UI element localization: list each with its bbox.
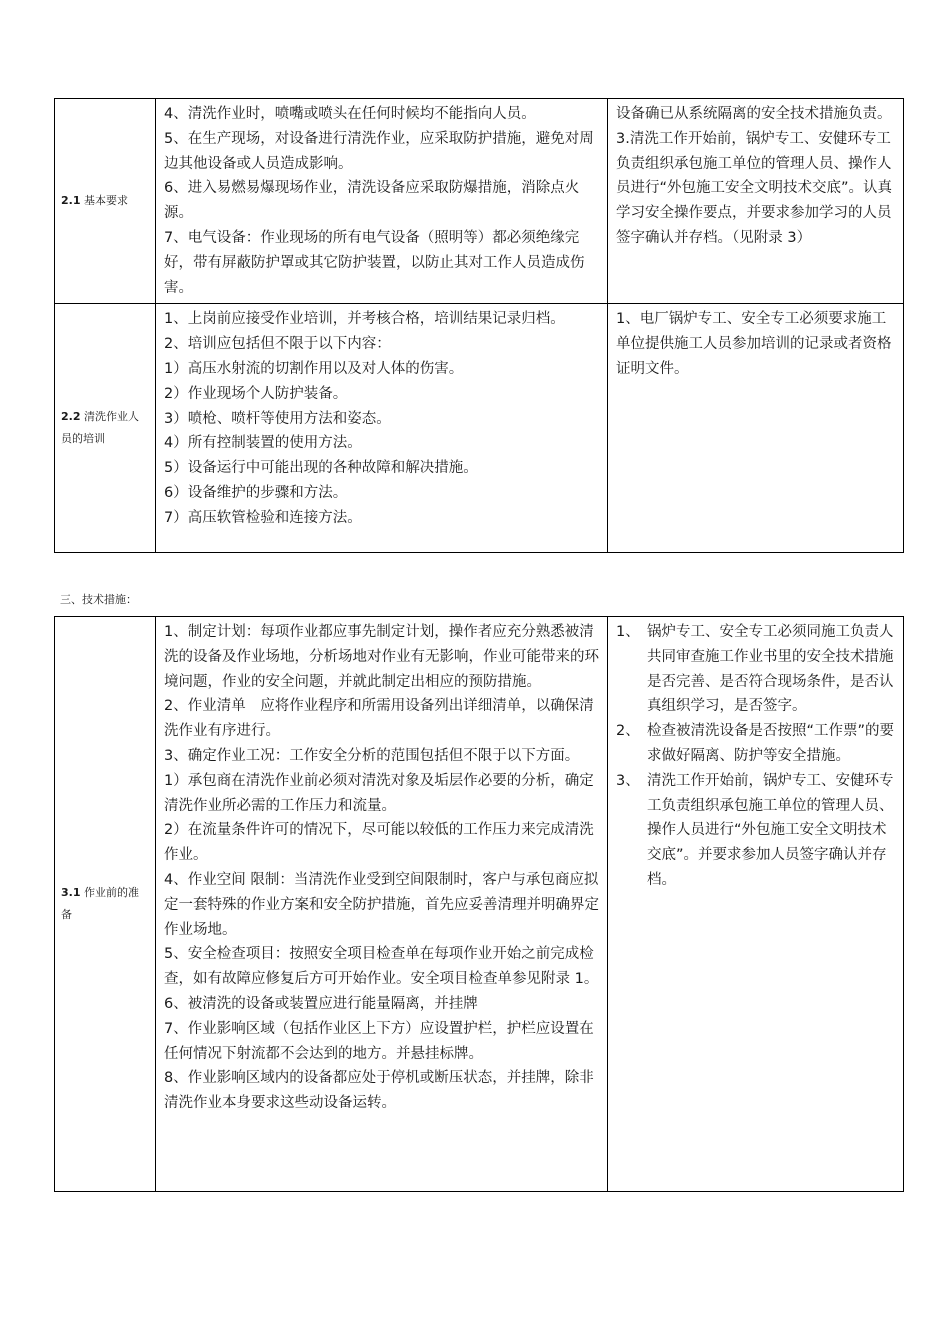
numbered-note	[616, 769, 898, 893]
table-row	[55, 304, 904, 553]
row-label-text: 作业前的准备	[61, 886, 139, 921]
row-label-number: 2.1	[61, 194, 81, 208]
row-label	[55, 304, 156, 553]
content-line: 8、作业影响区域内的设备都应处于停机或断压状态，并挂牌，除非清洗作业本身要求这些动设备运转。	[164, 1070, 594, 1112]
content-line: 7、电气设备：作业现场的所有电气设备（照明等）都必须绝缘完好，带有屏蔽防护罩或其它防护装置，以防止其对工作人员造成伤害。	[164, 229, 585, 296]
row-label-number: 2.2	[61, 410, 81, 424]
content-line: 1）承包商在清洗作业前必须对清洗对象及垢层作必要的分析，确定清洗作业所必需的工作压力和流量。	[164, 772, 594, 814]
content-line: 5）设备运行中可能出现的各种故障和解决措施。	[164, 460, 478, 477]
content-line: 5、安全检查项目：按照安全项目检查单在每项作业开始之前完成检查，如有故障应修复后方可开始作业。安全项目检查单参见附录 1。	[164, 946, 599, 988]
content-line: 2）在流量条件许可的情况下，尽可能以较低的工作压力来完成清洗作业。	[164, 822, 594, 864]
content-cell	[156, 304, 608, 553]
content-line: 2）作业现场个人防护装备。	[164, 385, 348, 402]
numbered-note	[616, 719, 898, 769]
note-line: 1、电厂锅炉专工、安全专工必须要求施工单位提供施工人员参加培训的记录或者资格证明文件。	[616, 311, 892, 377]
content-line: 4、作业空间 限制：当清洗作业受到空间限制时，客户与承包商应拟定一套特殊的作业方案和安全防护措施，首先应妥善清理并明确界定作业场地。	[164, 871, 599, 938]
content-line: 7）高压软管检验和连接方法。	[164, 509, 362, 526]
notes-cell	[608, 617, 904, 1192]
content-cell	[156, 99, 608, 304]
note-line: 3.清洗工作开始前，锅炉专工、安健环专工负责组织承包施工单位的管理人员、操作人员进行“外包施工安全文明技术交底”。认真学习安全操作要点，并要求参加学习的人员签字确认并存档。（见附录 3）	[616, 130, 893, 246]
content-line: 5、在生产现场，对设备进行清洗作业，应采取防护措施，避免对周边其他设备或人员造成影响。	[164, 130, 594, 172]
row-label-text: 清洗作业人员的培训	[61, 410, 139, 446]
table-row	[55, 617, 904, 1192]
note-text: 清洗工作开始前，锅炉专工、安健环专工负责组织承包施工单位的管理人员、操作人员进行“外包施工安全文明技术交底”。并要求参加人员签字确认并存档。	[647, 772, 894, 888]
content-line: 3、确定作业工况：工作安全分析的范围包括但不限于以下方面。	[164, 747, 580, 764]
notes-cell	[608, 99, 904, 304]
safety-requirements-table	[54, 98, 904, 553]
row-label	[55, 617, 156, 1192]
note-marker: 2、	[616, 723, 640, 740]
content-line: 1）高压水射流的切割作用以及对人体的伤害。	[164, 360, 464, 377]
content-line: 7、作业影响区域（包括作业区上下方）应设置护栏，护栏应设置在任何情况下射流都不会达到的地方。并悬挂标牌。	[164, 1020, 594, 1062]
content-line: 2、培训应包括但不限于以下内容：	[164, 336, 391, 353]
note-text: 锅炉专工、安全专工必须同施工负责人共同审查施工作业书里的安全技术措施是否完善、是否符合现场条件，是否认真组织学习，是否签字。	[647, 624, 894, 715]
notes-cell	[608, 304, 904, 553]
content-line: 6、被清洗的设备或装置应进行能量隔离，并挂牌	[164, 995, 478, 1012]
content-line: 2、作业清单 应将作业程序和所需用设备列出详细清单，以确保清洗作业有序进行。	[164, 698, 594, 740]
note-text: 检查被清洗设备是否按照“工作票”的要求做好隔离、防护等安全措施。	[647, 723, 895, 764]
section-heading: 三、技术措施：	[60, 593, 137, 606]
content-line: 6、进入易燃易爆现场作业，清洗设备应采取防爆措施，消除点火源。	[164, 180, 580, 222]
content-cell	[156, 617, 608, 1192]
table-row	[55, 99, 904, 304]
content-line: 1、制定计划：每项作业都应事先制定计划，操作者应充分熟悉被清洗的设备及作业场地，分析场地对作业有无影响，作业可能带来的环境问题，作业的安全问题，并就此制定出相应的预防措施。	[164, 624, 599, 690]
content-line: 4、清洗作业时，喷嘴或喷头在任何时候均不能指向人员。	[164, 106, 536, 122]
content-line: 3）喷枪、喷杆等使用方法和姿态。	[164, 410, 391, 427]
technical-measures-table	[54, 616, 904, 1192]
content-line: 1、上岗前应接受作业培训，并考核合格，培训结果记录归档。	[164, 311, 565, 328]
note-marker: 3、	[616, 772, 640, 789]
note-marker: 1、	[616, 624, 640, 640]
numbered-note	[616, 620, 898, 719]
row-label-text: 基本要求	[84, 194, 128, 208]
row-label-number: 3.1	[61, 886, 81, 899]
note-line: 设备确已从系统隔离的安全技术措施负责。	[616, 106, 892, 122]
content-line: 6）设备维护的步骤和方法。	[164, 484, 348, 501]
content-line: 4）所有控制装置的使用方法。	[164, 435, 362, 452]
row-label	[55, 99, 156, 304]
